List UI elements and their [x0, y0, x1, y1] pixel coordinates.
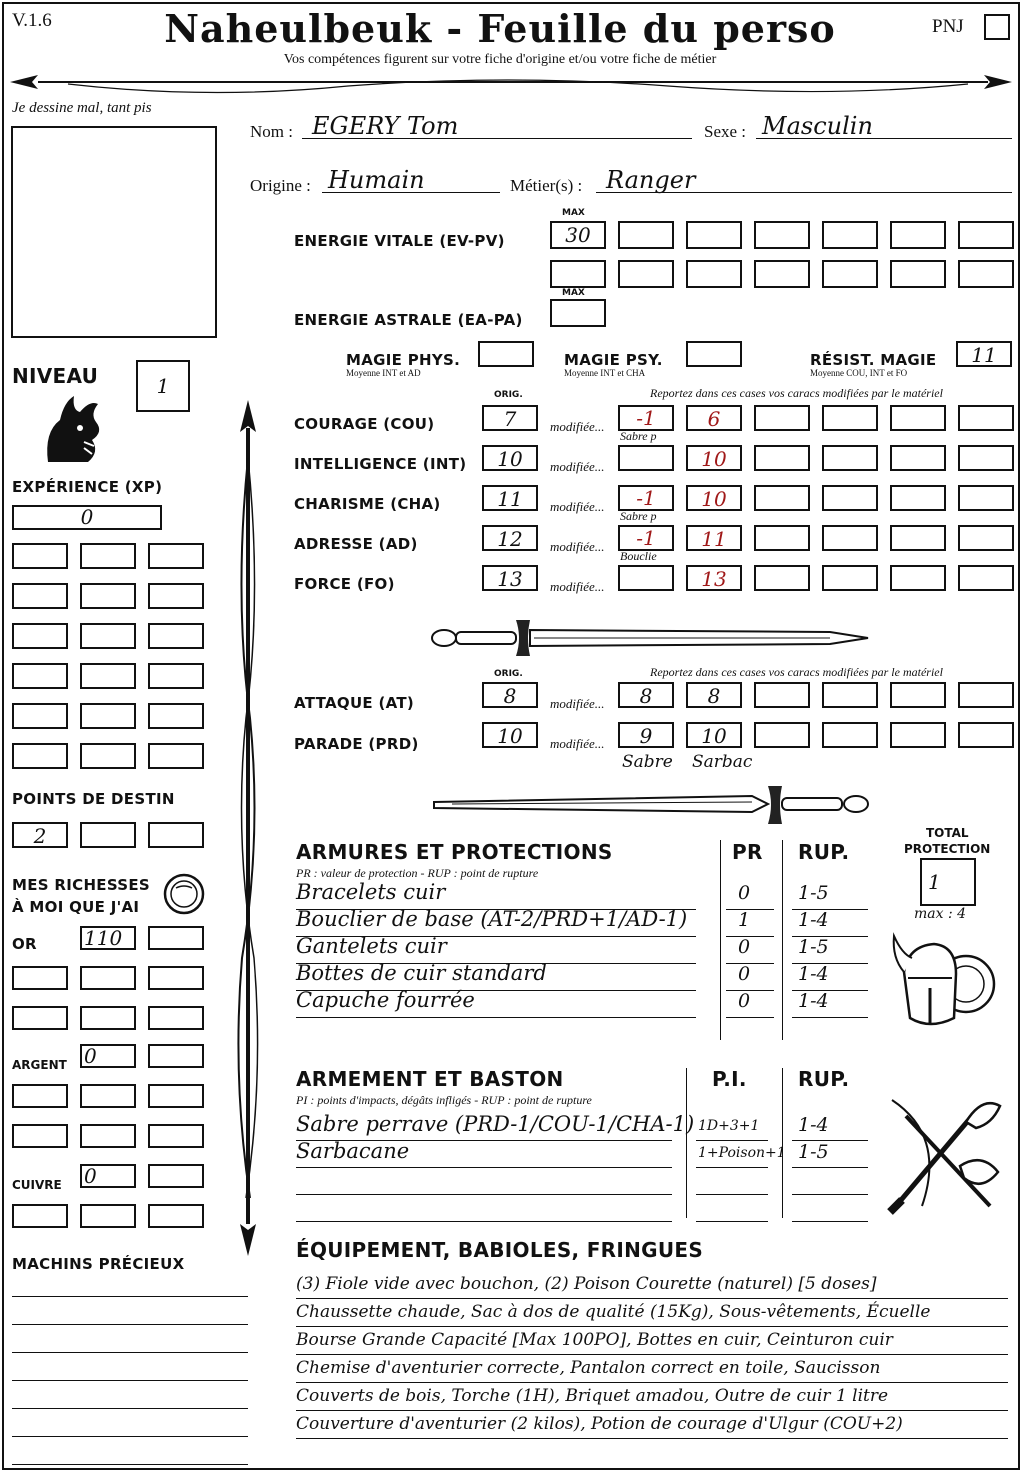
carac-label: COURAGE (COU)	[294, 415, 435, 433]
magie-phys-sub: Moyenne INT et AD	[346, 368, 421, 378]
carac-extra-box[interactable]	[822, 565, 878, 591]
prd-label: PARADE (PRD)	[294, 735, 419, 753]
xp-grid-box[interactable]	[148, 663, 204, 689]
money-box[interactable]	[148, 1084, 204, 1108]
magie-phys-box[interactable]	[478, 341, 534, 367]
money-box[interactable]	[12, 1124, 68, 1148]
magie-psy-sub: Moyenne INT et CHA	[564, 368, 646, 378]
arme-line	[696, 1221, 768, 1222]
destin-box-2[interactable]	[80, 822, 136, 848]
weapon2-label: Sarbac	[692, 752, 753, 772]
caracs-orig-label: ORIG.	[494, 390, 523, 400]
destin-label: POINTS DE DESTIN	[12, 790, 175, 808]
arme-name[interactable]: Sarbacane	[296, 1139, 410, 1163]
equipement-line[interactable]: (3) Fiole vide avec bouchon, (2) Poison Courette (naturel) [5 doses]	[296, 1274, 877, 1294]
niveau-label: NIVEAU	[12, 364, 99, 388]
carac-extra-box[interactable]	[754, 525, 810, 551]
carac-orig-box[interactable]: 13	[482, 565, 538, 591]
at-v2-box[interactable]: 8	[686, 682, 742, 708]
equipement-line[interactable]: Chaussette chaude, Sac à dos de qualité (15Kg), Sous-vêtements, Écuelle	[296, 1302, 931, 1322]
carac-orig-box[interactable]: 7	[482, 405, 538, 431]
money-box[interactable]	[12, 1006, 68, 1030]
ev-box[interactable]	[686, 260, 742, 288]
combat-extra-box[interactable]	[890, 682, 946, 708]
xp-grid-box[interactable]	[12, 743, 68, 769]
sword-icon-2	[432, 782, 872, 828]
xp-grid-box[interactable]	[148, 743, 204, 769]
coin-icon	[162, 872, 206, 916]
prd-v2-box[interactable]: 10	[686, 722, 742, 748]
armure-pr[interactable]: 0	[738, 990, 751, 1012]
equipement-underline	[296, 1326, 1008, 1327]
argent-box[interactable]: 0	[80, 1044, 136, 1068]
combat-note: Reportez dans ces cases vos caracs modifiées par le matériel	[650, 665, 943, 679]
precieux-line[interactable]	[12, 1408, 248, 1409]
prd-v1-box[interactable]: 9	[618, 722, 674, 748]
arme-line	[792, 1167, 868, 1168]
armure-line	[792, 1017, 868, 1018]
carac-extra-box[interactable]	[958, 445, 1014, 471]
carac-mod-box[interactable]: -1	[618, 525, 674, 551]
money-box[interactable]	[80, 1006, 136, 1030]
money-box[interactable]	[80, 1204, 136, 1228]
armement-rup-label: RUP.	[798, 1067, 850, 1091]
carac-extra-box[interactable]	[958, 405, 1014, 431]
armures-rup-label: RUP.	[798, 840, 850, 864]
carac-mod-box[interactable]: -1	[618, 405, 674, 431]
armure-pr[interactable]: 1	[738, 909, 751, 931]
equipement-line[interactable]: Couverts de bois, Torche (1H), Briquet amadou, Outre de cuir 1 litre	[296, 1386, 889, 1406]
equipement-underline	[296, 1410, 1008, 1411]
money-box[interactable]	[80, 1084, 136, 1108]
xp-label: EXPÉRIENCE (XP)	[12, 478, 163, 496]
carac-val-box[interactable]: 10	[686, 445, 742, 471]
richesses-label-1: MES RICHESSES	[12, 876, 151, 894]
carac-extra-box[interactable]	[754, 405, 810, 431]
equipement-underline	[296, 1298, 1008, 1299]
carac-extra-box[interactable]	[958, 525, 1014, 551]
precieux-line[interactable]	[12, 1436, 248, 1437]
xp-grid-box[interactable]	[12, 583, 68, 609]
armure-name[interactable]: Gantelets cuir	[296, 934, 447, 958]
armure-name[interactable]: Bouclier de base (AT-2/PRD+1/AD-1)	[296, 907, 688, 931]
armure-line	[296, 1017, 696, 1018]
carac-modif-label: modifiée...	[550, 419, 605, 434]
resist-magie-sub: Moyenne COU, INT et FO	[810, 368, 908, 378]
carac-mod-box[interactable]	[618, 445, 674, 471]
cuivre-box[interactable]: 0	[80, 1164, 136, 1188]
carac-extra-box[interactable]	[822, 405, 878, 431]
ev-max-box[interactable]: 30	[550, 221, 606, 249]
combat-extra-box[interactable]	[822, 682, 878, 708]
combat-extra-box[interactable]	[754, 722, 810, 748]
spear-icon	[228, 398, 268, 1258]
nom-label: Nom :	[250, 122, 293, 141]
carac-modif-label: modifiée...	[550, 579, 605, 594]
money-box[interactable]	[12, 966, 68, 990]
combat-extra-box[interactable]	[754, 682, 810, 708]
armures-sub: PR : valeur de protection - RUP : point de rupture	[296, 866, 539, 880]
carac-val-box[interactable]: 13	[686, 565, 742, 591]
armure-pr[interactable]: 0	[738, 882, 751, 904]
money-box[interactable]	[148, 1124, 204, 1148]
ea-max-label: MAX	[562, 288, 585, 298]
xp-grid-box[interactable]	[148, 543, 204, 569]
equipement-underline	[296, 1438, 1008, 1439]
equipement-line[interactable]: Bourse Grande Capacité [Max 100PO], Bottes en cuir, Ceinturon cuir	[296, 1330, 893, 1350]
ev-box[interactable]	[618, 260, 674, 288]
ev-box[interactable]	[822, 260, 878, 288]
or-label: OR	[12, 935, 37, 953]
carac-modif-label: modifiée...	[550, 539, 605, 554]
carac-modif-label: modifiée...	[550, 499, 605, 514]
carac-extra-box[interactable]	[822, 445, 878, 471]
armement-pi-label: P.I.	[712, 1067, 747, 1091]
equipement-line[interactable]: Chemise d'aventurier correcte, Pantalon correct en toile, Saucisson	[296, 1358, 881, 1378]
carac-mod-box[interactable]: -1	[618, 485, 674, 511]
carac-mod-box[interactable]	[618, 565, 674, 591]
sword-icon	[430, 614, 870, 664]
carac-label: INTELLIGENCE (INT)	[294, 455, 467, 473]
origine-label: Origine :	[250, 176, 311, 195]
xp-grid-box[interactable]	[80, 543, 136, 569]
version-label: V.1.6	[12, 10, 52, 31]
at-v1-box[interactable]: 8	[618, 682, 674, 708]
magie-psy-box[interactable]	[686, 341, 742, 367]
helmet-shield-icon	[890, 928, 1000, 1038]
carac-extra-box[interactable]	[754, 485, 810, 511]
carac-extra-box[interactable]	[754, 565, 810, 591]
combat-orig-label: ORIG.	[494, 669, 523, 679]
combat-extra-box[interactable]	[958, 682, 1014, 708]
prd-orig-box[interactable]: 10	[482, 722, 538, 748]
total-protection-max: max : 4	[914, 906, 967, 922]
argent-box-2[interactable]	[148, 1044, 204, 1068]
arme-line	[296, 1221, 672, 1222]
carac-orig-box[interactable]: 10	[482, 445, 538, 471]
xp-box[interactable]: 0	[12, 505, 162, 530]
money-box[interactable]	[148, 1204, 204, 1228]
xp-grid-box[interactable]	[12, 543, 68, 569]
arme-pi[interactable]: 1+Poison+1	[698, 1145, 786, 1161]
carac-label: ADRESSE (AD)	[294, 535, 418, 553]
armure-name[interactable]: Bottes de cuir standard	[296, 961, 547, 985]
xp-grid-box[interactable]	[12, 703, 68, 729]
carac-orig-box[interactable]: 12	[482, 525, 538, 551]
combat-extra-box[interactable]	[822, 722, 878, 748]
ea-max-box[interactable]	[550, 299, 606, 327]
arme-line	[296, 1194, 672, 1195]
money-box[interactable]	[12, 1204, 68, 1228]
precieux-line[interactable]	[12, 1464, 248, 1465]
carac-extra-box[interactable]	[890, 405, 946, 431]
xp-grid-box[interactable]	[80, 703, 136, 729]
spear-divider-icon	[8, 66, 1014, 100]
ev-box[interactable]	[890, 221, 946, 249]
at-label: ATTAQUE (AT)	[294, 694, 415, 712]
xp-grid-box[interactable]	[80, 583, 136, 609]
resist-magie-label: RÉSIST. MAGIE	[810, 351, 937, 369]
xp-grid-box[interactable]	[80, 743, 136, 769]
ev-box[interactable]	[958, 221, 1014, 249]
arme-line	[696, 1167, 768, 1168]
dragon-icon	[40, 392, 106, 464]
ea-label: ENERGIE ASTRALE (EA-PA)	[294, 311, 523, 329]
armure-name[interactable]: Bracelets cuir	[296, 880, 446, 904]
ev-box[interactable]	[550, 260, 606, 288]
combat-extra-box[interactable]	[958, 722, 1014, 748]
at-modif-label: modifiée...	[550, 696, 605, 711]
ev-box[interactable]	[618, 221, 674, 249]
armure-rup[interactable]: 1-4	[798, 909, 829, 931]
nom-value[interactable]: EGERY Tom	[312, 112, 459, 140]
xp-grid-box[interactable]	[12, 663, 68, 689]
armure-rup[interactable]: 1-5	[798, 882, 829, 904]
ev-box[interactable]	[890, 260, 946, 288]
total-protection-box[interactable]: 1	[920, 858, 976, 906]
portrait-caption: Je dessine mal, tant pis	[12, 100, 152, 116]
armures-pr-label: PR	[732, 840, 763, 864]
ev-box[interactable]	[754, 260, 810, 288]
arme-name[interactable]: Sabre perrave (PRD-1/COU-1/CHA-1)	[296, 1112, 695, 1136]
equipement-underline	[296, 1354, 1008, 1355]
carac-label: FORCE (FO)	[294, 575, 395, 593]
arme-line	[296, 1167, 672, 1168]
caracs-note: Reportez dans ces cases vos caracs modifiées par le matériel	[650, 386, 943, 400]
carac-source: Sabre p	[620, 509, 657, 523]
xp-grid-box[interactable]	[80, 623, 136, 649]
carac-extra-box[interactable]	[890, 565, 946, 591]
carac-label: CHARISME (CHA)	[294, 495, 441, 513]
precieux-line[interactable]	[12, 1352, 248, 1353]
carac-val-box[interactable]: 10	[686, 485, 742, 511]
arme-rup[interactable]: 1-4	[798, 1114, 829, 1136]
armement-title: ARMEMENT ET BASTON	[296, 1067, 564, 1091]
arme-line	[696, 1194, 768, 1195]
armure-rup[interactable]: 1-4	[798, 990, 829, 1012]
money-box[interactable]	[148, 966, 204, 990]
ev-box[interactable]	[958, 260, 1014, 288]
carac-extra-box[interactable]	[958, 485, 1014, 511]
prd-modif-label: modifiée...	[550, 736, 605, 751]
ev-box[interactable]	[686, 221, 742, 249]
ev-box[interactable]	[754, 221, 810, 249]
precieux-label: MACHINS PRÉCIEUX	[12, 1255, 185, 1273]
carac-extra-box[interactable]	[890, 485, 946, 511]
carac-extra-box[interactable]	[958, 565, 1014, 591]
sexe-label: Sexe :	[704, 122, 747, 141]
precieux-line[interactable]	[12, 1324, 248, 1325]
armures-title: ARMURES ET PROTECTIONS	[296, 840, 613, 864]
equipement-underline	[296, 1382, 1008, 1383]
destin-box-3[interactable]	[148, 822, 204, 848]
money-box[interactable]	[148, 1006, 204, 1030]
carac-source: Sabre p	[620, 429, 657, 443]
precieux-line[interactable]	[12, 1380, 248, 1381]
metier-label: Métier(s) :	[510, 176, 583, 195]
armure-name[interactable]: Capuche fourrée	[296, 988, 475, 1012]
sexe-value[interactable]: Masculin	[762, 112, 873, 140]
carac-extra-box[interactable]	[890, 525, 946, 551]
ev-box[interactable]	[822, 221, 878, 249]
page-subtitle: Vos compétences figurent sur votre fiche d'origine et/ou votre fiche de métier	[283, 52, 717, 67]
richesses-label-2: À MOI QUE J'AI	[12, 898, 140, 916]
at-orig-box[interactable]: 8	[482, 682, 538, 708]
niveau-box[interactable]: 1	[136, 360, 190, 412]
magie-phys-label: MAGIE PHYS.	[346, 351, 461, 369]
armure-rup[interactable]: 1-5	[798, 936, 829, 958]
precieux-line[interactable]	[12, 1296, 248, 1297]
armement-sub: PI : points d'impacts, dégâts infligés - RUP : point de rupture	[296, 1093, 592, 1107]
or-box-2[interactable]	[148, 926, 204, 950]
armure-pr[interactable]: 0	[738, 963, 751, 985]
page-title: Naheulbeuk - Feuille du perso	[164, 6, 836, 51]
portrait-box[interactable]	[11, 126, 217, 338]
combat-extra-box[interactable]	[890, 722, 946, 748]
armure-pr[interactable]: 0	[738, 936, 751, 958]
xp-grid-box[interactable]	[80, 663, 136, 689]
xp-grid-box[interactable]	[148, 583, 204, 609]
carac-val-box[interactable]: 11	[686, 525, 742, 551]
money-box[interactable]	[80, 1124, 136, 1148]
carac-val-box[interactable]: 6	[686, 405, 742, 431]
money-box[interactable]	[12, 1084, 68, 1108]
carac-extra-box[interactable]	[822, 525, 878, 551]
metier-value[interactable]: Ranger	[606, 166, 696, 194]
equipement-line[interactable]: Couverture d'aventurier (2 kilos), Potion de courage d'Ulgur (COU+2)	[296, 1414, 903, 1434]
arme-rup[interactable]: 1-5	[798, 1141, 829, 1163]
pnj-checkbox[interactable]	[984, 14, 1010, 40]
cuivre-box-2[interactable]	[148, 1164, 204, 1188]
total-protection-label-1: TOTAL	[926, 826, 969, 840]
ev-max-label: MAX	[562, 208, 585, 218]
arme-line	[792, 1221, 868, 1222]
resist-magie-box[interactable]: 11	[956, 341, 1012, 367]
xp-grid-box[interactable]	[148, 623, 204, 649]
arme-pi[interactable]: 1D+3+1	[698, 1118, 760, 1134]
destin-box-1[interactable]: 2	[12, 822, 68, 848]
money-box[interactable]	[80, 966, 136, 990]
ev-label: ENERGIE VITALE (EV-PV)	[294, 232, 505, 250]
carac-source: Bouclie	[620, 549, 657, 563]
equipement-title: ÉQUIPEMENT, BABIOLES, FRINGUES	[296, 1238, 704, 1262]
carac-extra-box[interactable]	[890, 445, 946, 471]
carac-extra-box[interactable]	[822, 485, 878, 511]
total-protection-label-2: PROTECTION	[904, 842, 991, 856]
carac-orig-box[interactable]: 11	[482, 485, 538, 511]
armure-line	[726, 1017, 774, 1018]
crossed-weapons-icon	[886, 1096, 1006, 1216]
weapon1-label: Sabre	[622, 752, 673, 772]
xp-grid-box[interactable]	[148, 703, 204, 729]
pnj-label: PNJ	[932, 16, 964, 37]
armure-rup[interactable]: 1-4	[798, 963, 829, 985]
carac-modif-label: modifiée...	[550, 459, 605, 474]
origine-value[interactable]: Humain	[328, 166, 425, 194]
cuivre-label: CUIVRE	[12, 1178, 62, 1192]
arme-line	[792, 1194, 868, 1195]
xp-grid-box[interactable]	[12, 623, 68, 649]
arme-line	[696, 1140, 768, 1141]
carac-extra-box[interactable]	[754, 445, 810, 471]
magie-psy-label: MAGIE PSY.	[564, 351, 663, 369]
argent-label: ARGENT	[12, 1058, 67, 1072]
or-box[interactable]: 110	[80, 926, 136, 950]
